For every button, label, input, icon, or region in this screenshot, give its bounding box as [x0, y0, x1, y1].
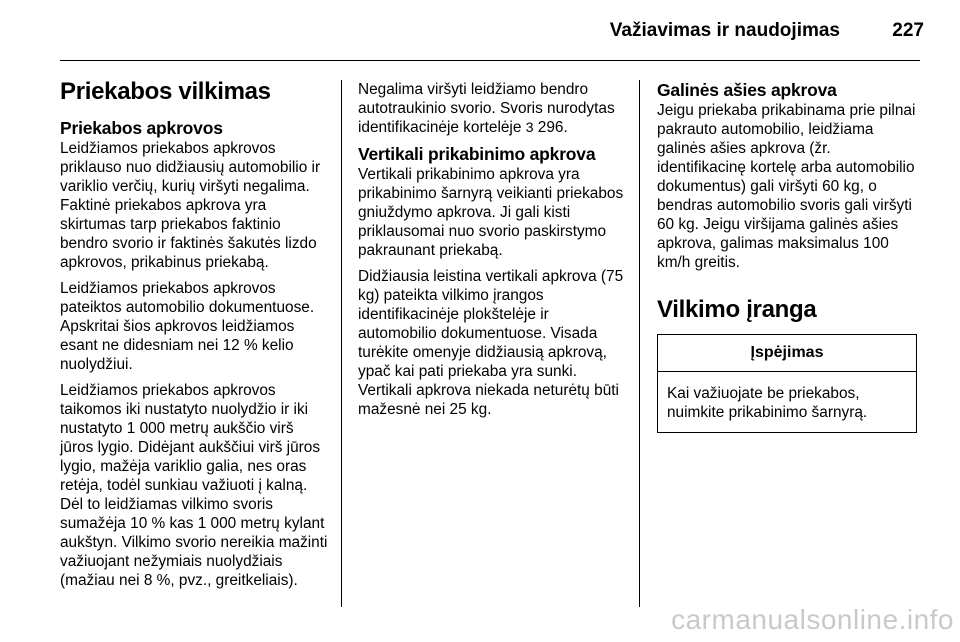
- subsection-title: Galinės ašies apkrova: [657, 80, 837, 100]
- watermark: carmanualsonline.info: [671, 604, 954, 635]
- column-divider-1: [341, 80, 342, 607]
- column-divider-2: [639, 80, 640, 607]
- paragraph: Vertikali prikabinimo apkrova yra prikabinimo šarnyrą veikianti priekabos gniuždymo apkrova. Ji gali kisti priklausomai nuo svorio paskirstymo pakraunant priekabą.: [358, 166, 624, 259]
- paragraph: Leidžiamos priekabos apkrovos pateiktos automobilio dokumentuose. Apskritai šios apkrovos leidžiamos esant ne didesniam nei 12 % kelio nuolydžiui.: [60, 280, 315, 373]
- paragraph: [358, 80, 624, 137]
- page-number: 227: [892, 20, 924, 41]
- paragraph: Leidžiamos priekabos apkrovos priklauso nuo didžiausių automobilio ir variklio verčių, kurių viršyti negalima. Faktinė priekabos apkrova yra skirtumas tarp priekabos faktinio bendro svorio ir faktinės šakutės lizdo apkrovos, prikabinus priekabą.: [60, 140, 321, 271]
- warning-text: Kai važiuojate be priekabos, nuimkite prikabinimo šarnyrą.: [667, 385, 868, 421]
- section-title: Vilkimo įranga: [657, 296, 817, 323]
- page-reference[interactable]: 296.: [537, 119, 568, 136]
- paragraph: Didžiausia leistina vertikali apkrova (75 kg) pateikta vilkimo įrangos identifikacinėje plokštelėje ir automobilio dokumentuose. Visada turėkite omenyje didžiausią apkrovą, ypač kai pati priekaba yra sunki. Vertikali apkrova niekada neturėtų būti mažesnė nei 25 kg.: [358, 268, 624, 418]
- section-title: Priekabos vilkimas: [60, 78, 271, 105]
- page-header: [0, 0, 960, 60]
- paragraph: Leidžiamos priekabos apkrovos taikomos iki nustatyto nuolydžio ir iki nustatyto 1 000 metrų aukščio virš jūros lygio. Didėjant aukščiui virš jūros lygio, mažėja variklio galia, nes oras retėja, todėl sunkiau važiuoti į kalną. Dėl to leidžiamas vilkimo svoris sumažėja 10 % kas 1 000 metrų kylant aukštyn. Vilkimo svorio nereikia mažinti važiuojant nežymiais nuolydžiais (mažiau nei 8 %, pvz., greitkeliais).: [60, 382, 328, 589]
- warning-title: Įspėjimas: [658, 335, 916, 372]
- paragraph: Jeigu priekaba prikabinama prie pilnai pakrauto automobilio, leidžiama galinės ašies apkrova (žr. identifikacinę kortelę arba automobilio dokumentus) gali viršyti 60 kg, o bendras automobilio svoris gali viršyti 60 kg. Jeigu viršijama galinės ašies apkrova, galimas maksimalus 100 km/h greitis.: [657, 102, 916, 271]
- intro-text: Negalima viršyti leidžiamo bendro autotraukinio svorio. Svoris nurodytas identifikacinėje kortelėje: [358, 81, 615, 136]
- subsection-title: Vertikali prikabinimo apkrova: [358, 144, 596, 164]
- column-2: [358, 80, 624, 426]
- header-divider: [60, 60, 920, 61]
- subsection-title: Priekabos apkrovos: [60, 118, 223, 138]
- column-1: [60, 68, 328, 597]
- running-title: Važiavimas ir naudojimas: [609, 20, 840, 41]
- warning-box: [657, 334, 917, 433]
- page-reference-icon[interactable]: 3: [525, 119, 534, 135]
- column-3: [657, 80, 920, 433]
